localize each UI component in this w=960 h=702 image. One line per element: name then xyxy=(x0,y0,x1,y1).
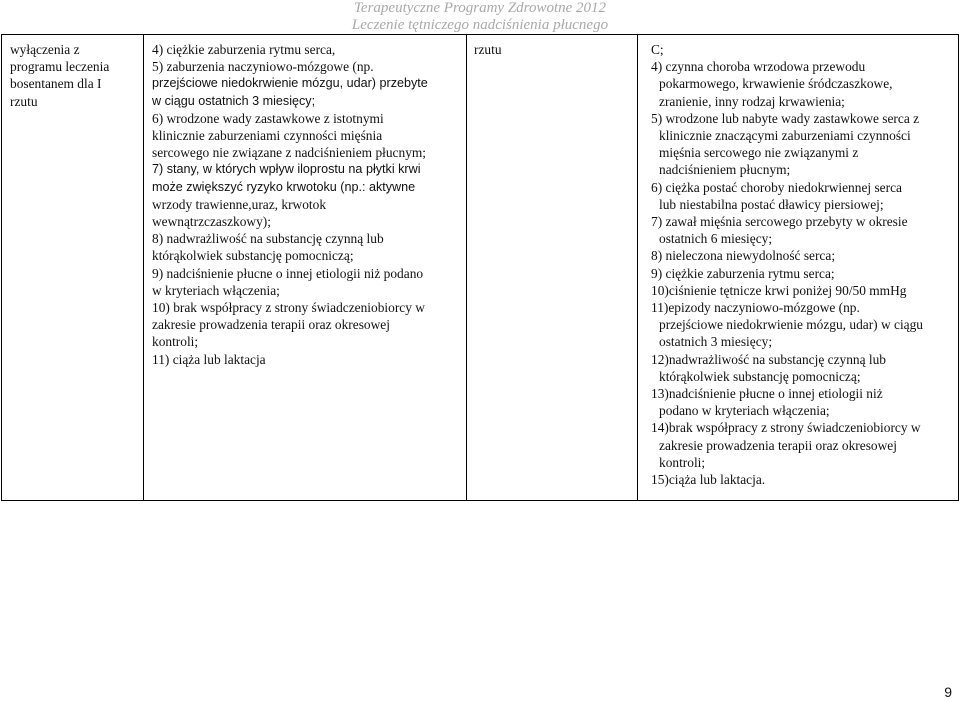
exclusion-label-line: programu leczenia xyxy=(10,59,110,75)
page-number: 9 xyxy=(944,684,952,700)
criteria-line: pokarmowego, krwawienie śródczaszkowe, xyxy=(659,76,893,92)
criteria-line: mięśnia sercowego nie związanymi z xyxy=(659,145,859,161)
criteria-line: 14)brak współpracy z strony świadczeniobiorcy w xyxy=(651,420,921,436)
criteria-line: wrzody trawienne,uraz, krwotok xyxy=(152,196,327,212)
criteria-line: 5) zaburzenia naczyniowo-mózgowe (np. xyxy=(152,59,374,75)
criteria-line: 6) ciężka postać choroby niedokrwiennej serca xyxy=(651,179,902,195)
line-label-text: rzutu xyxy=(474,42,502,57)
criteria-line: 6) wrodzone wady zastawkowe z istotnymi xyxy=(152,110,384,126)
criteria-line: kontroli; xyxy=(659,454,706,470)
criteria-line: 10) brak współpracy z strony świadczeniobiorcy w xyxy=(152,300,425,316)
criteria-line: kontroli; xyxy=(152,334,199,350)
criteria-line: którąkolwiek substancję pomocniczą; xyxy=(659,368,861,384)
criteria-line: 11)epizody naczyniowo-mózgowe (np. xyxy=(651,300,860,316)
criteria-line: nadciśnieniem płucnym; xyxy=(659,162,791,178)
criteria-line: zakresie prowadzenia terapii oraz okresowej xyxy=(152,317,390,333)
criteria-line: wewnątrzczaszkowy); xyxy=(152,214,271,230)
iloprost-exclusion-criteria-cell xyxy=(152,41,464,368)
criteria-line: 15)ciąża lub laktacja. xyxy=(651,472,766,488)
header-program-title: Terapeutyczne Programy Zdrowotne 2012 xyxy=(353,0,607,16)
criteria-line: 13)nadciśnienie płucne o innej etiologii niż xyxy=(651,386,883,402)
criteria-line: 8) nieleczona niewydolność serca; xyxy=(651,248,836,264)
column-divider-3 xyxy=(637,35,638,500)
criteria-line: podano w kryteriach włączenia; xyxy=(659,403,830,419)
criteria-line: 4) czynna choroba wrzodowa przewodu xyxy=(651,59,866,75)
header-treatment-title: Leczenie tętniczego nadciśnienia płucnego xyxy=(351,17,609,33)
criteria-line: 12)nadwrażliwość na substancję czynną lub xyxy=(651,351,886,367)
criteria-line: 7) zawał mięśnia sercowego przebyty w okresie xyxy=(651,214,908,230)
exclusion-label-line: rzutu xyxy=(10,93,38,109)
criteria-line: zranienie, inny rodzaj krwawienia; xyxy=(659,93,845,109)
criteria-line: ostatnich 3 miesięcy; xyxy=(659,334,773,350)
criteria-line: 7) stany, w których wpływ iloprostu na płytki krwi xyxy=(152,162,421,177)
criteria-line: przejściowe niedokrwienie mózgu, udar) przebyte xyxy=(152,76,428,91)
criteria-line: 9) nadciśnienie płucne o innej etiologii niż podano xyxy=(152,265,424,281)
exclusion-label-line: bosentanem dla I xyxy=(10,76,102,92)
criteria-line: 11) ciąża lub laktacja xyxy=(152,351,266,367)
criteria-line: lub niestabilna postać dławicy piersiowej; xyxy=(659,196,884,212)
criteria-line: 8) nadwrażliwość na substancję czynną lub xyxy=(152,231,384,247)
page-header xyxy=(0,0,960,34)
exclusion-label-line: wyłączenia z xyxy=(10,42,80,57)
criteria-line: którąkolwiek substancję pomocniczą; xyxy=(152,248,354,264)
criteria-line: 5) wrodzone lub nabyte wady zastawkowe serca z xyxy=(651,110,920,126)
criteria-line: 4) ciężkie zaburzenia rytmu serca, xyxy=(152,42,336,57)
criteria-line: w kryteriach włączenia; xyxy=(152,282,280,298)
criteria-line: 9) ciężkie zaburzenia rytmu serca; xyxy=(651,265,835,281)
criteria-line: przejściowe niedokrwienie mózgu, udar) w ciągu xyxy=(659,317,923,333)
second-line-exclusion-criteria-cell xyxy=(651,41,959,488)
criteria-line: sercowego nie związane z nadciśnieniem płucnym; xyxy=(152,145,427,161)
criteria-line: może zwiększyć ryzyko krwotoku (np.: aktywne xyxy=(152,179,416,194)
exclusion-label-cell xyxy=(10,41,138,110)
criteria-table xyxy=(1,34,959,501)
column-divider-1 xyxy=(143,35,144,500)
criteria-line: klinicznie zaburzeniami czynności mięśnia xyxy=(152,128,383,144)
criteria-line: w ciągu ostatnich 3 miesięcy; xyxy=(152,93,316,108)
criteria-line: klinicznie znaczącymi zaburzeniami czynności xyxy=(659,128,911,144)
column-divider-2 xyxy=(466,35,467,500)
criteria-line: zakresie prowadzenia terapii oraz okresowej xyxy=(659,437,897,453)
line-label-cell xyxy=(474,41,524,58)
criteria-line: 10)ciśnienie tętnicze krwi poniżej 90/50 mmHg xyxy=(651,282,907,298)
criteria-line: C; xyxy=(651,42,664,57)
criteria-line: ostatnich 6 miesięcy; xyxy=(659,231,773,247)
